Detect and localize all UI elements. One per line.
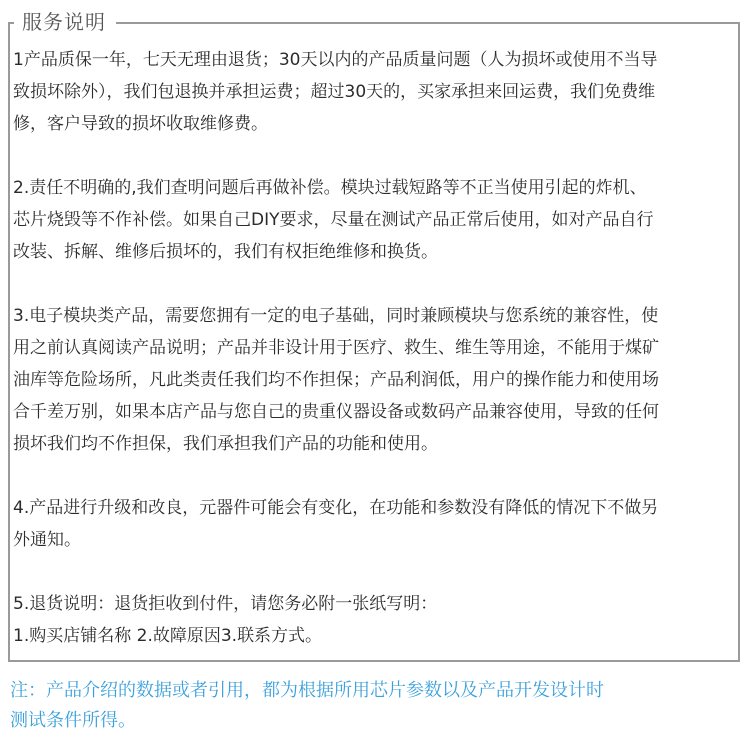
paragraph-compensation: 2.责任不明确的,我们查明问题后再做补偿。模块过载短路等不正当使用引起的炸机、 芯片烧毁等不作补偿。如果自己DIY要求，尽量在测试产品正常后使用，如对产品自行 改装、拆解、维修后损坏的，我们有权拒绝维修和换货。 [13,178,654,262]
paragraph-usage-disclaimer: 3.电子模块类产品，需要您拥有一定的电子基础，同时兼顾模块与您系统的兼容性，使 用之前认真阅读产品说明；产品并非设计用于医疗、救生、维生等用途，不能用于煤矿 油库等危险场所，凡此类责任我们均不作担保；产品利润低，用户的操作能力和使用场 合千差万别，如果本店产品与您自己的贵重仪器设备或数码产品兼容使用，导致的任何 损坏我们均不作担保，我们承担我们产品的功能和使用。 [13,306,659,454]
paragraph-upgrade-notice: 4.产品进行升级和改良，元器件可能会有变化，在功能和参数没有降低的情况下不做另 外通知。 [13,498,659,550]
service-info-content [13,44,735,652]
section-title: 服务说明 [14,8,116,36]
paragraph-warranty: 1产品质保一年，七天无理由退货；30天以内的产品质量问题（人为损坏或使用不当导 致损坏除外），我们包退换并承担运费；超过30天的，买家承担来回运费，我们免费维 修，客户导致的损坏收取维修费。 [13,50,658,134]
paragraph-return-instructions: 5.退货说明：退货拒收到付件，请您务必附一张纸写明： 1.购买店铺名称 2.故障原因3.联系方式。 [13,594,438,646]
footnote: 注：产品介绍的数据或者引用，都为根据所用芯片参数以及产品开发设计时 测试条件所得。 [10,680,604,731]
